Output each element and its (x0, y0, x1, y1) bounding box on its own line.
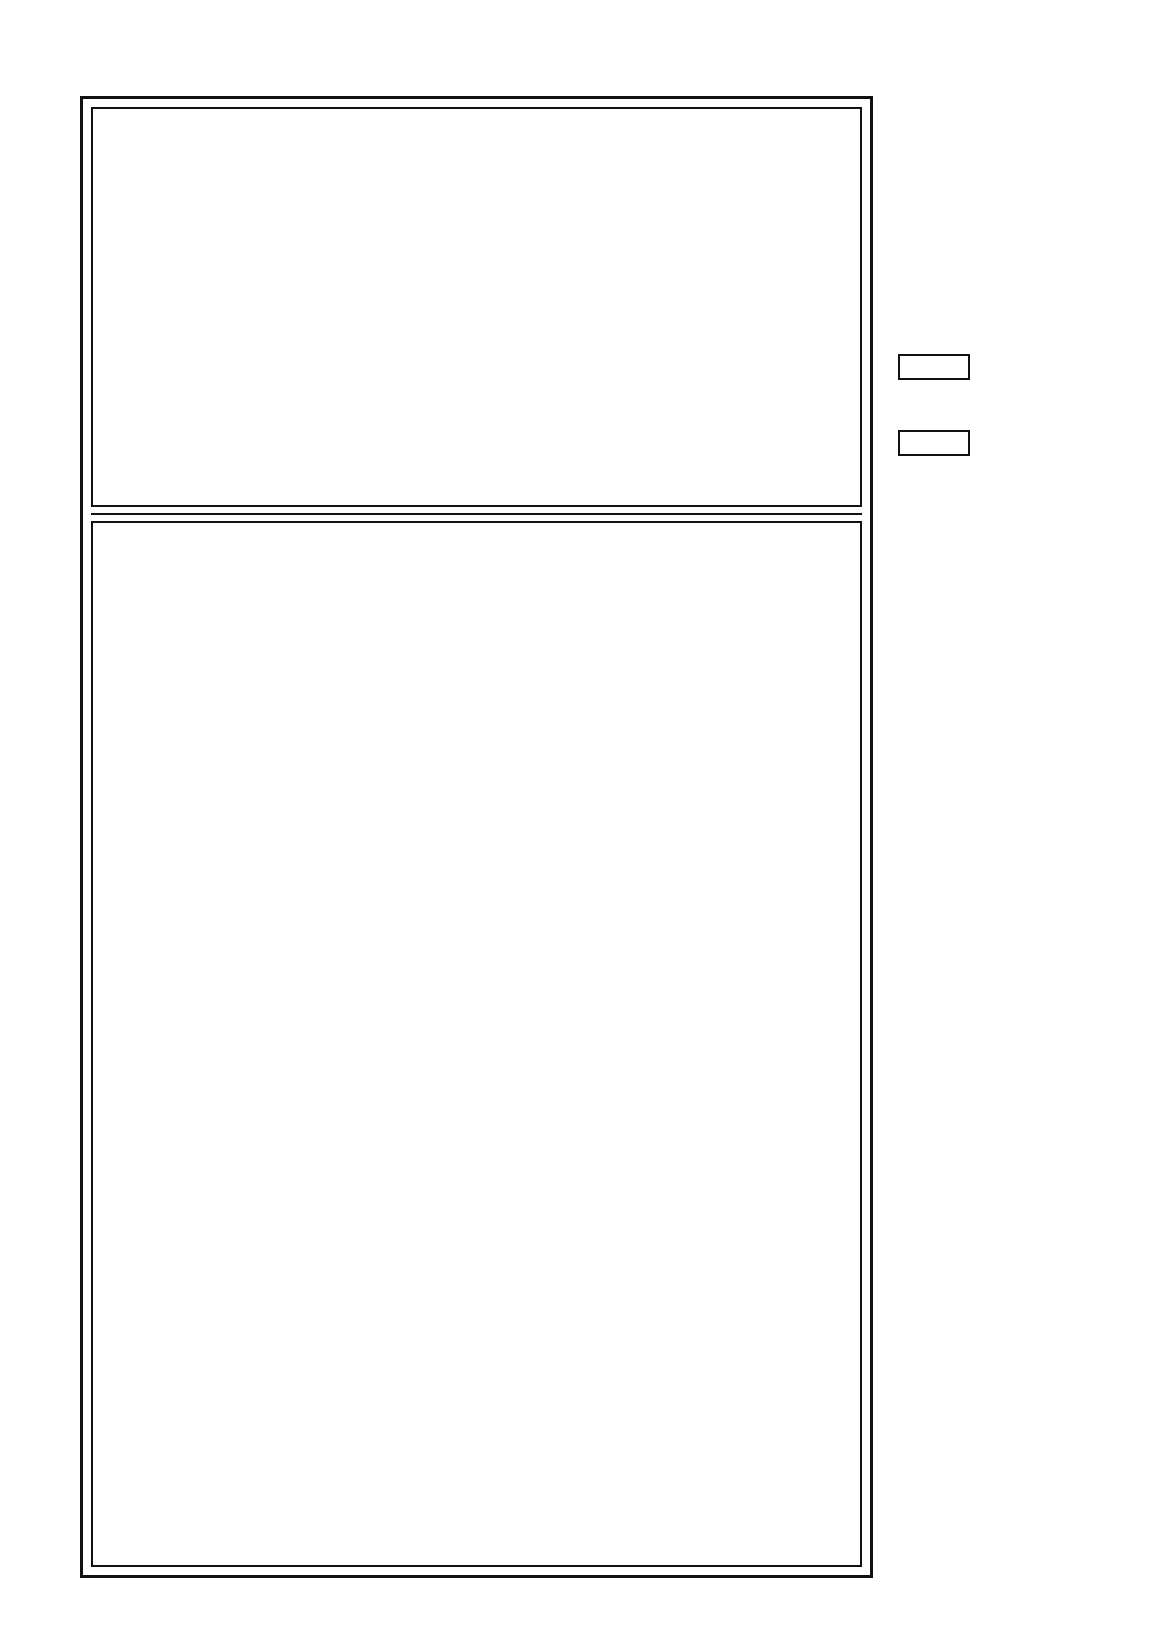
hadith-number-895 (898, 354, 970, 380)
hadith-text-box (91, 107, 862, 507)
divider (91, 513, 862, 515)
hadith-number-896 (898, 430, 970, 456)
commentary-text-box (91, 521, 862, 1567)
page-frame (80, 96, 873, 1578)
